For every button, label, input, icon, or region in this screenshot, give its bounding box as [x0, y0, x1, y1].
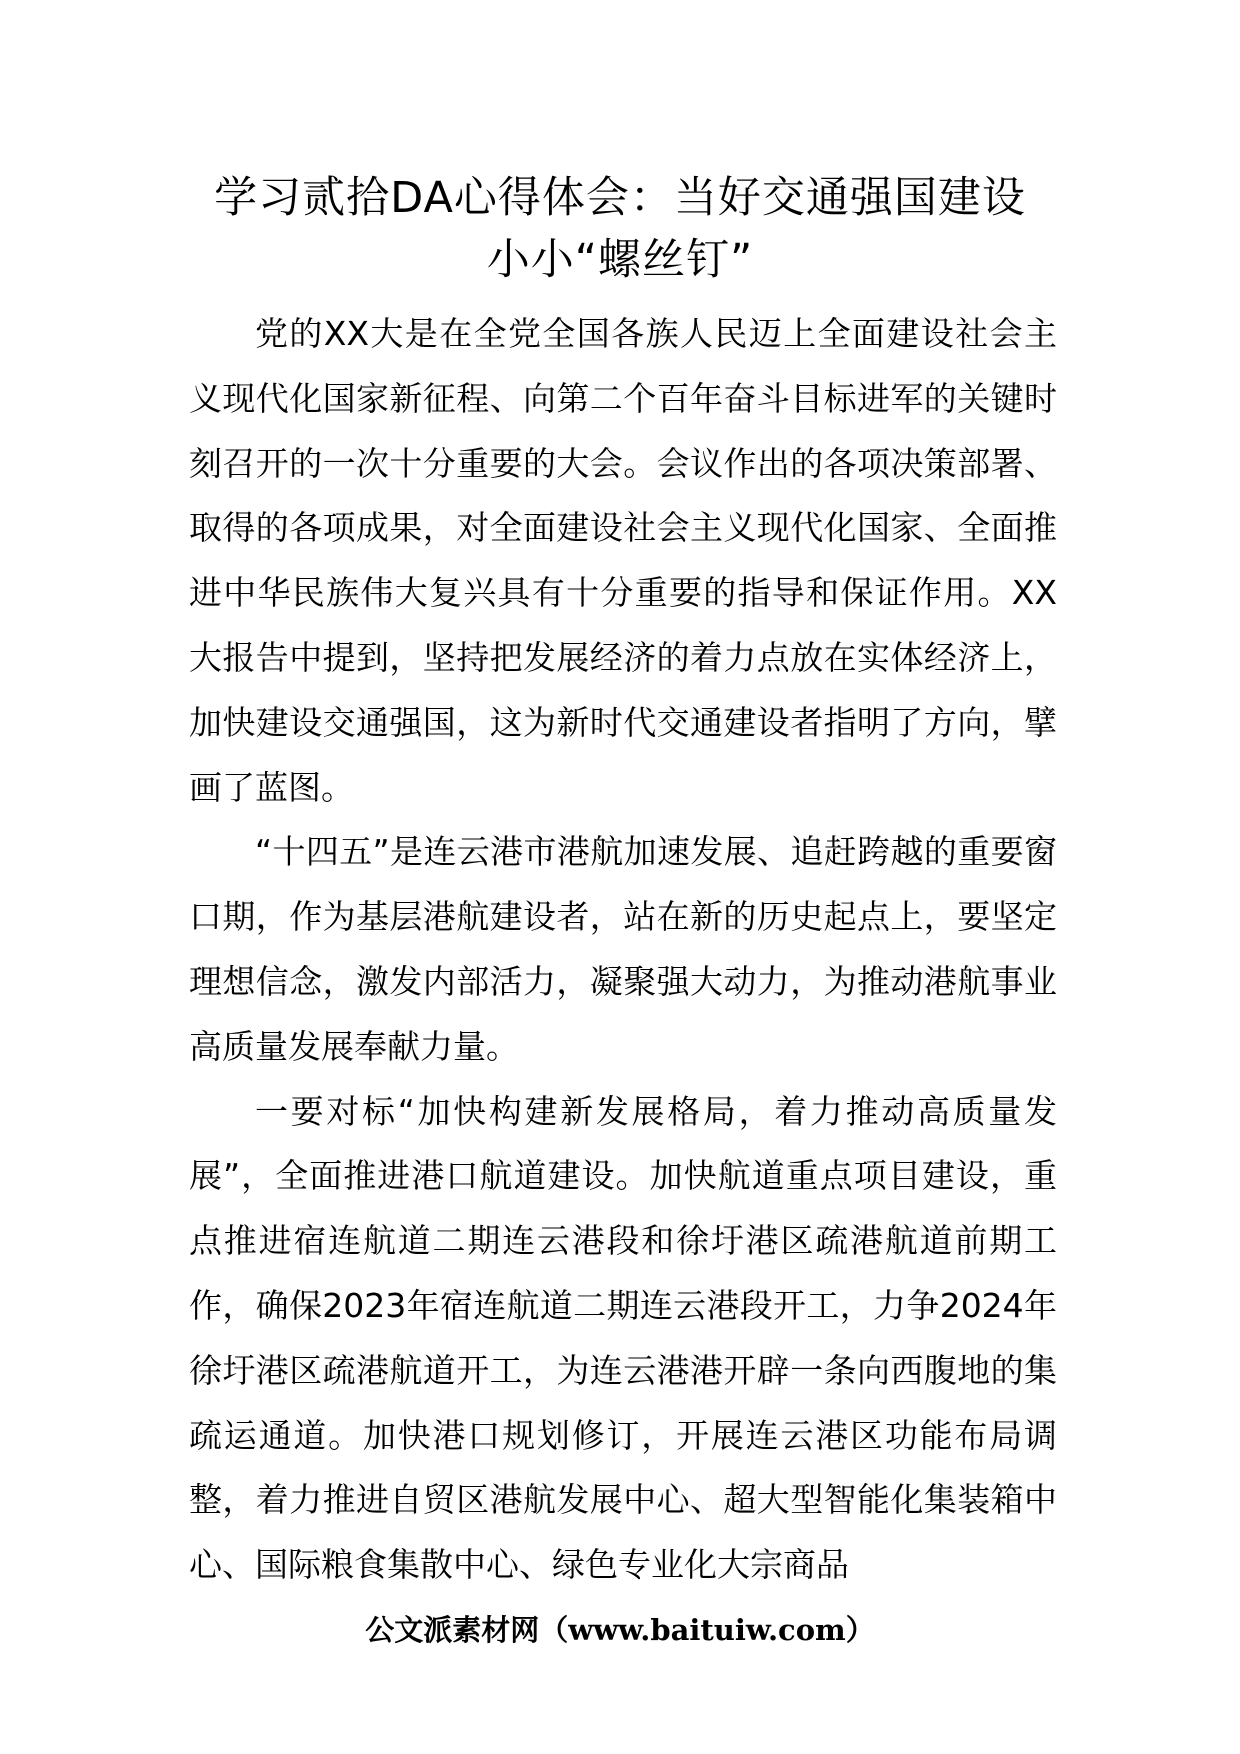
document-title-line-1: 学习贰拾DA心得体会：当好交通强国建设	[214, 173, 1026, 223]
paragraph-3: 一要对标“加快构建新发展格局，着力推动高质量发展”，全面推进港口航道建设。加快航道重点项目建设，重点推进宿连航道二期连云港段和徐圩港区疏港航道前期工作，确保2023年宿连航道二期连云港段开工，力争2024年徐圩港区疏港航道开工，为连云港港开辟一条向西腹地的集疏运通道。加快港口规划修订，开展连云港区功能布局调整，着力推进自贸区港航发展中心、超大型智能化集装箱中心、国际粮食集散中心、绿色专业化大宗商品	[189, 1091, 1057, 1585]
document-body	[189, 302, 1057, 1598]
footer-watermark: 公文派素材网（www.baituiw.com）	[365, 1613, 875, 1647]
paragraph-2: “十四五”是连云港市港航加速发展、追赶跨越的重要窗口期，作为基层港航建设者，站在新的历史起点上，要坚定理想信念，激发内部活力，凝聚强大动力，为推动港航事业高质量发展奉献力量。	[189, 832, 1057, 1066]
document-title-line-2: 小小“螺丝钉”	[486, 235, 754, 285]
paragraph-1: 党的XX大是在全党全国各族人民迈上全面建设社会主义现代化国家新征程、向第二个百年奋斗目标进军的关键时刻召开的一次十分重要的大会。会议作出的各项决策部署、取得的各项成果，对全面建设社会主义现代化国家、全面推进中华民族伟大复兴具有十分重要的指导和保证作用。XX大报告中提到，坚持把发展经济的着力点放在实体经济上，加快建设交通强国，这为新时代交通建设者指明了方向，擘画了蓝图。	[189, 314, 1057, 807]
